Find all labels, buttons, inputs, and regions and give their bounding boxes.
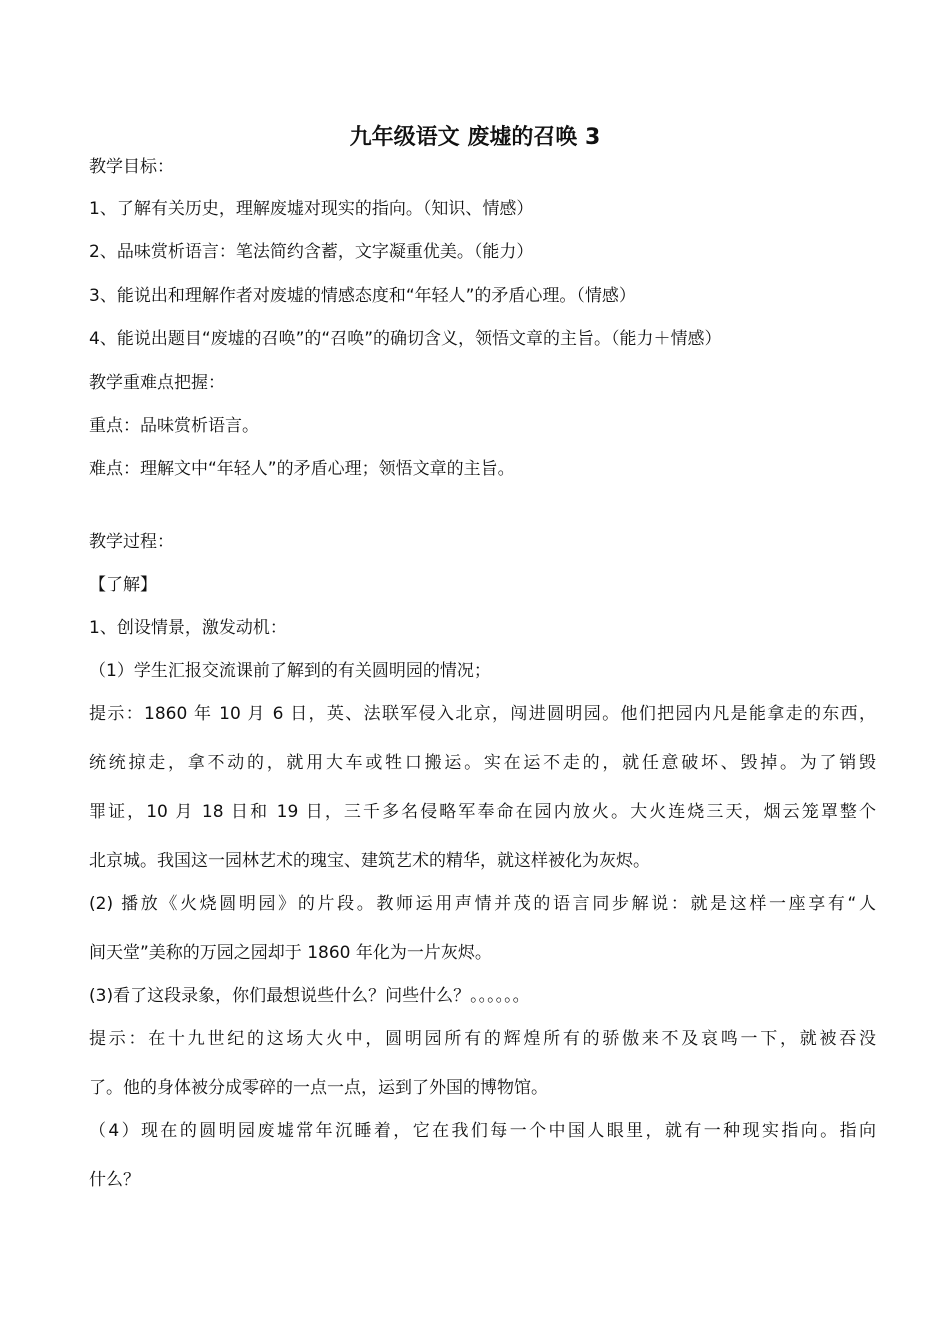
section-understand: 【了解】 <box>89 575 157 595</box>
heading-key-points: 教学重难点把握： <box>89 373 225 393</box>
step-1-heading: 1、创设情景，激发动机： <box>89 618 287 638</box>
item-4-line-1: （4）现在的圆明园废墟常年沉睡着，它在我们每一个中国人眼里，就有一种现实指向。指向 <box>89 1121 876 1141</box>
key-point: 重点：品味赏析语言。 <box>89 416 259 436</box>
hint-1-line-1: 提示：1860 年 10 月 6 日，英、法联军侵入北京，闯进圆明园。他们把园内凡是能拿走的东西， <box>89 704 876 724</box>
document-title: 九年级语文 废墟的召唤 3 <box>349 125 601 150</box>
goal-3: 3、能说出和理解作者对废墟的情感态度和“年轻人”的矛盾心理。（情感） <box>89 286 636 306</box>
item-3: (3)看了这段录象，你们最想说些什么？问些什么？。。。。。。 <box>89 986 530 1006</box>
item-2-line-1: (2) 播放《火烧圆明园》的片段。教师运用声情并茂的语言同步解说：就是这样一座享有“人 <box>89 894 876 914</box>
hint-2-line-1: 提示：在十九世纪的这场大火中，圆明园所有的辉煌所有的骄傲来不及哀鸣一下，就被吞没 <box>89 1029 876 1049</box>
difficult-point: 难点：理解文中“年轻人”的矛盾心理；领悟文章的主旨。 <box>89 459 515 479</box>
item-2-line-2: 间天堂”美称的万园之园却于 1860 年化为一片灰烬。 <box>89 943 492 963</box>
hint-1-line-2: 统统掠走，拿不动的，就用大车或牲口搬运。实在运不走的，就任意破坏、毁掉。为了销毁 <box>89 753 876 773</box>
hint-1-line-3: 罪证，10 月 18 日和 19 日，三千多名侵略军奉命在园内放火。大火连烧三天，烟云笼罩整个 <box>89 802 876 822</box>
hint-2-line-2: 了。他的身体被分成零碎的一点一点，运到了外国的博物馆。 <box>89 1078 548 1098</box>
item-1: （1）学生汇报交流课前了解到的有关圆明园的情况； <box>89 661 491 681</box>
heading-teaching-goals: 教学目标： <box>89 157 174 177</box>
goal-1: 1、了解有关历史，理解废墟对现实的指向。（知识、情感） <box>89 199 534 219</box>
hint-1-line-4: 北京城。我国这一园林艺术的瑰宝、建筑艺术的精华，就这样被化为灰烬。 <box>89 851 650 871</box>
goal-2: 2、品味赏析语言：笔法简约含蓄，文字凝重优美。（能力） <box>89 242 534 262</box>
item-4-line-2: 什么？ <box>89 1170 140 1190</box>
goal-4: 4、能说出题目“废墟的召唤”的“召唤”的确切含义，领悟文章的主旨。（能力＋情感） <box>89 329 722 349</box>
heading-teaching-process: 教学过程： <box>89 532 174 552</box>
